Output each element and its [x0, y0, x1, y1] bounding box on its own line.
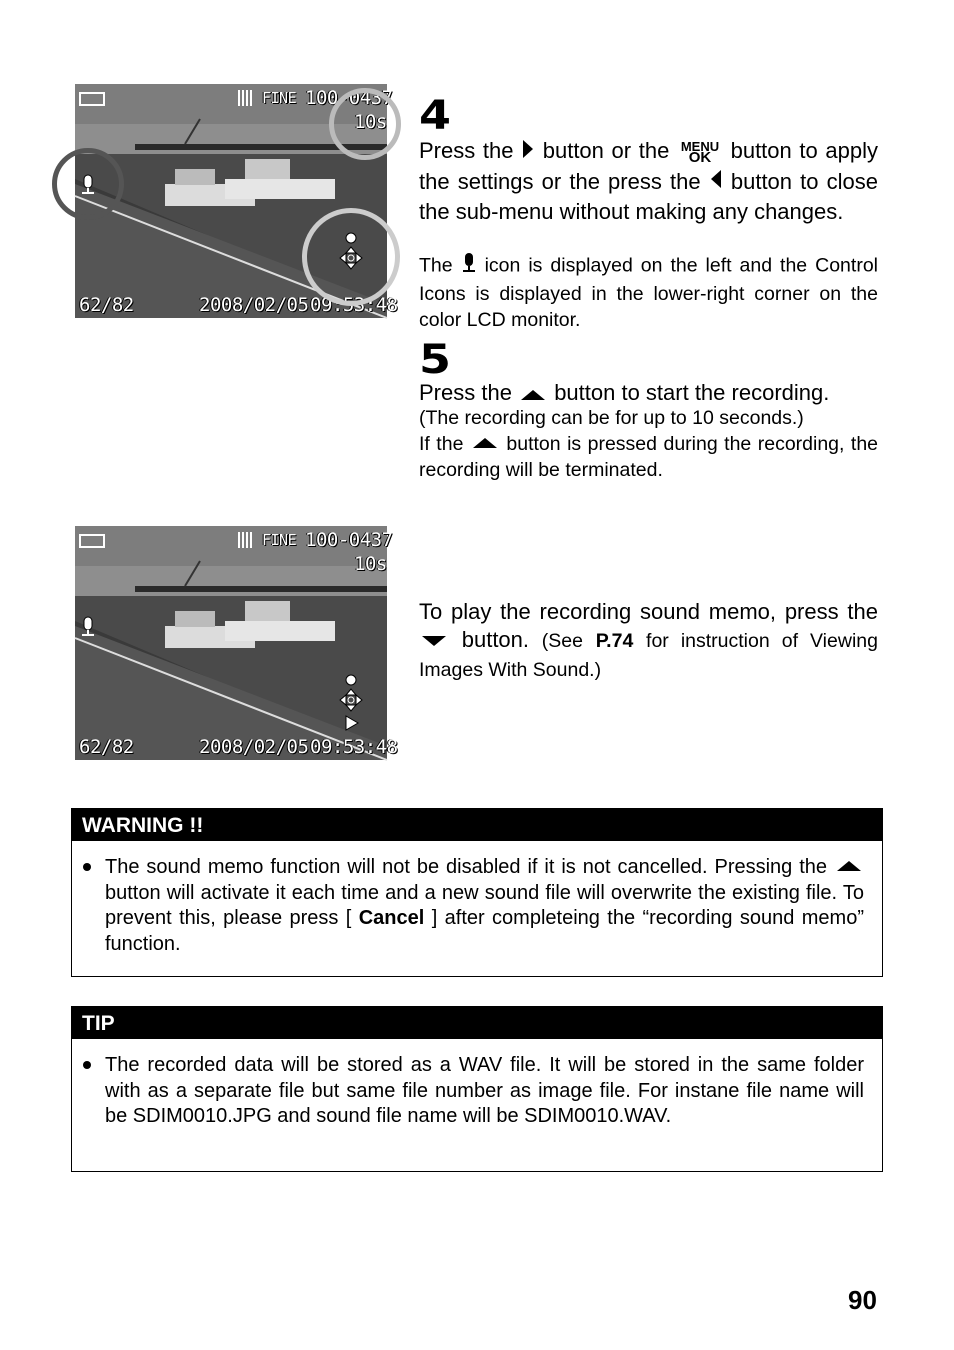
highlight-circle-mic	[52, 148, 124, 220]
microphone-icon	[461, 252, 477, 281]
step-number-5: 5	[419, 337, 452, 383]
step5-note-2	[419, 432, 878, 483]
timer-label: 10s	[354, 111, 387, 133]
down-arrow-icon	[419, 627, 449, 655]
battery-icon	[79, 92, 105, 106]
menu-icon-label: MENU	[680, 139, 720, 155]
file-number: 100-0437	[305, 87, 393, 109]
warning-title: WARNING !!	[72, 809, 882, 841]
step4-note-b: icon is displayed on the left and the Control Icons is displayed in the lower-right corner on the color LCD monitor.	[419, 254, 878, 331]
up-arrow-icon	[470, 432, 500, 458]
play-text-b: button.	[461, 627, 530, 652]
time-label: 09:53:48	[310, 736, 398, 758]
cancel-label: Cancel	[358, 907, 425, 930]
play-text	[419, 598, 878, 684]
step-number-4: 4	[419, 93, 452, 139]
timer-label: 10s	[354, 553, 387, 575]
step5-note-2a: If the	[419, 433, 464, 455]
tip-body	[72, 1039, 882, 1144]
bullet	[83, 1061, 91, 1069]
page-number: 90	[848, 1285, 877, 1315]
menu-ok-icon	[677, 139, 723, 167]
image-count: 62/82	[79, 736, 134, 758]
step4-text-a: Press the	[419, 138, 514, 163]
date-label: 2008/02/05	[199, 736, 309, 758]
step5-text-a: Press the	[419, 380, 512, 405]
warning-text-c: ] after completeing the “recording sound memo” function.	[105, 907, 864, 955]
play-text-c: for instruction of Viewing Images With Sound.)	[419, 630, 878, 682]
file-number: 100-0437	[305, 529, 393, 551]
ok-icon-label: OK	[688, 149, 712, 167]
lcd-screenshot-2	[75, 526, 398, 760]
highlight-circle-timer	[329, 88, 401, 160]
highlight-circle-control	[302, 208, 400, 306]
resolution-icon	[238, 532, 254, 548]
step4-text	[419, 136, 878, 226]
date-label: 2008/02/05	[199, 294, 309, 316]
left-arrow-icon	[709, 168, 723, 197]
step5-note-1: (The recording can be for up to 10 seconds.)	[419, 407, 804, 429]
step4-text-b: button or the	[542, 138, 670, 163]
tip-box	[71, 1006, 883, 1172]
step4-text-d: button to close the sub-menu without making any changes.	[419, 168, 878, 225]
right-arrow-icon	[521, 138, 535, 167]
microphone-icon	[79, 616, 97, 643]
tip-text: The recorded data will be stored as a WAV file. It will be stored in the same folder with as a separate file but same file number as image file. For instane file name will be SDIM0010.JPG and sound file name will be SDIM0010.WAV.	[105, 1054, 864, 1127]
bullet	[83, 863, 91, 871]
play-text-a: To play the recording sound memo, press the	[419, 599, 878, 624]
quality-label: FINE	[262, 531, 297, 549]
resolution-icon	[238, 90, 254, 106]
step5-text	[419, 378, 878, 409]
image-count: 62/82	[79, 294, 134, 316]
step5-note-2b: button is pressed during the recording, the recording will be terminated.	[419, 433, 879, 481]
up-arrow-icon	[518, 380, 548, 409]
step5-text-b: button to start the recording.	[554, 380, 830, 405]
up-arrow-icon	[834, 855, 864, 881]
play-see: (See	[541, 630, 583, 652]
play-icon	[346, 716, 358, 730]
battery-icon	[79, 534, 105, 548]
step4-note-a: The	[419, 254, 453, 277]
page-reference-link[interactable]: P.74	[595, 630, 634, 652]
time-label: 09:53:48	[310, 294, 398, 316]
warning-text-a: The sound memo function will not be disabled if it is not cancelled. Pressing the	[105, 856, 828, 879]
step4-text-c: button to apply the settings or the press the	[419, 138, 878, 194]
step4-note	[419, 252, 878, 333]
quality-label: FINE	[262, 89, 297, 107]
warning-text-b: button will activate it each time and a new sound file will overwrite the existing file. To prevent this, please press [	[105, 881, 864, 930]
warning-body	[72, 841, 882, 971]
control-pad-icon	[338, 674, 364, 739]
tip-title: TIP	[72, 1007, 882, 1039]
warning-box	[71, 808, 883, 977]
